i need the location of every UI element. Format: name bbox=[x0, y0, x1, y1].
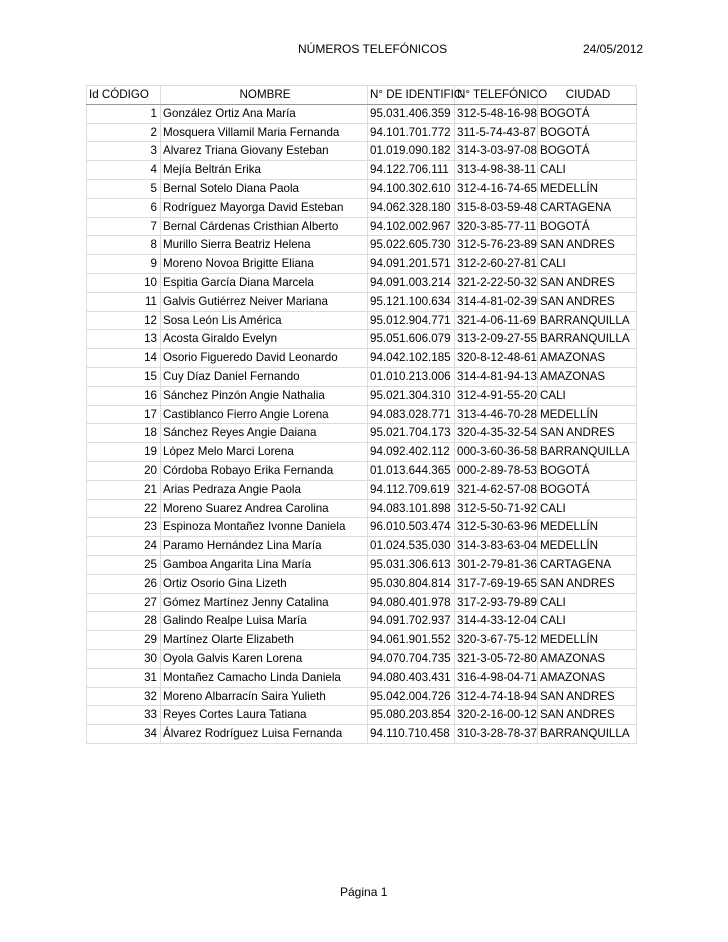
cell-identificacion: 95.030.804.814 bbox=[368, 574, 455, 593]
cell-telefono: 314-4-81-94-13 bbox=[455, 367, 538, 386]
cell-identificacion: 95.022.605.730 bbox=[368, 236, 455, 255]
cell-identificacion: 95.021.704.173 bbox=[368, 424, 455, 443]
cell-nombre: González Ortiz Ana María bbox=[161, 104, 368, 123]
cell-telefono: 000-3-60-36-58 bbox=[455, 443, 538, 462]
cell-id: 7 bbox=[87, 217, 161, 236]
cell-identificacion: 94.102.002.967 bbox=[368, 217, 455, 236]
cell-telefono: 320-2-16-00-12 bbox=[455, 706, 538, 725]
cell-ciudad: MEDELLÍN bbox=[538, 179, 637, 198]
cell-nombre: Ortiz Osorio Gina Lizeth bbox=[161, 574, 368, 593]
table-row bbox=[87, 443, 637, 462]
cell-telefono: 316-4-98-04-71 bbox=[455, 668, 538, 687]
table-row bbox=[87, 349, 637, 368]
cell-nombre: Osorio Figueredo David Leonardo bbox=[161, 349, 368, 368]
phone-table-container bbox=[86, 85, 636, 744]
cell-nombre: Acosta Giraldo Evelyn bbox=[161, 330, 368, 349]
table-row bbox=[87, 142, 637, 161]
phone-numbers-table bbox=[86, 85, 637, 744]
cell-telefono: 313-2-09-27-55 bbox=[455, 330, 538, 349]
table-row bbox=[87, 555, 637, 574]
cell-telefono: 314-4-33-12-04 bbox=[455, 612, 538, 631]
cell-ciudad: BOGOTÁ bbox=[538, 104, 637, 123]
cell-nombre: López Melo Marci Lorena bbox=[161, 443, 368, 462]
column-header-id: Id CÓDIGO bbox=[87, 86, 161, 105]
cell-ciudad: CALI bbox=[538, 593, 637, 612]
cell-telefono: 312-4-91-55-20 bbox=[455, 386, 538, 405]
page-number: Página 1 bbox=[340, 885, 388, 899]
cell-nombre: Galvis Gutiérrez Neiver Mariana bbox=[161, 292, 368, 311]
table-row bbox=[87, 668, 637, 687]
cell-ciudad: BARRANQUILLA bbox=[538, 725, 637, 744]
cell-telefono: 315-8-03-59-48 bbox=[455, 198, 538, 217]
table-row bbox=[87, 217, 637, 236]
cell-identificacion: 94.110.710.458 bbox=[368, 725, 455, 744]
column-header-identificacion: N° DE IDENTIFIC bbox=[368, 86, 455, 105]
table-row bbox=[87, 367, 637, 386]
cell-identificacion: 94.080.401.978 bbox=[368, 593, 455, 612]
cell-ciudad: SAN ANDRES bbox=[538, 236, 637, 255]
cell-telefono: 317-2-93-79-89 bbox=[455, 593, 538, 612]
cell-id: 16 bbox=[87, 386, 161, 405]
cell-ciudad: BOGOTÁ bbox=[538, 480, 637, 499]
table-row bbox=[87, 198, 637, 217]
table-row bbox=[87, 424, 637, 443]
cell-nombre: Moreno Suarez Andrea Carolina bbox=[161, 499, 368, 518]
table-row bbox=[87, 405, 637, 424]
cell-nombre: Mosquera Villamil Maria Fernanda bbox=[161, 123, 368, 142]
cell-identificacion: 94.070.704.735 bbox=[368, 649, 455, 668]
cell-ciudad: CALI bbox=[538, 161, 637, 180]
cell-ciudad: SAN ANDRES bbox=[538, 706, 637, 725]
cell-nombre: Sánchez Pinzón Angie Nathalia bbox=[161, 386, 368, 405]
cell-ciudad: SAN ANDRES bbox=[538, 687, 637, 706]
cell-ciudad: MEDELLÍN bbox=[538, 518, 637, 537]
table-header-row bbox=[87, 86, 637, 105]
table-row bbox=[87, 706, 637, 725]
table-row bbox=[87, 255, 637, 274]
cell-id: 29 bbox=[87, 631, 161, 650]
cell-telefono: 314-4-81-02-39 bbox=[455, 292, 538, 311]
cell-telefono: 320-3-67-75-12 bbox=[455, 631, 538, 650]
table-row bbox=[87, 161, 637, 180]
cell-nombre: Sosa León Lis América bbox=[161, 311, 368, 330]
cell-id: 32 bbox=[87, 687, 161, 706]
cell-telefono: 314-3-03-97-08 bbox=[455, 142, 538, 161]
cell-id: 23 bbox=[87, 518, 161, 537]
cell-id: 21 bbox=[87, 480, 161, 499]
table-row bbox=[87, 311, 637, 330]
table-row bbox=[87, 612, 637, 631]
cell-identificacion: 94.091.201.571 bbox=[368, 255, 455, 274]
cell-nombre: Galindo Realpe Luisa María bbox=[161, 612, 368, 631]
column-header-nombre: NOMBRE bbox=[161, 86, 368, 105]
cell-identificacion: 96.010.503.474 bbox=[368, 518, 455, 537]
cell-id: 15 bbox=[87, 367, 161, 386]
cell-identificacion: 94.122.706.111 bbox=[368, 161, 455, 180]
cell-id: 22 bbox=[87, 499, 161, 518]
cell-identificacion: 95.042.004.726 bbox=[368, 687, 455, 706]
cell-ciudad: CALI bbox=[538, 386, 637, 405]
cell-identificacion: 94.112.709.619 bbox=[368, 480, 455, 499]
cell-identificacion: 94.042.102.185 bbox=[368, 349, 455, 368]
cell-id: 33 bbox=[87, 706, 161, 725]
cell-id: 18 bbox=[87, 424, 161, 443]
cell-telefono: 301-2-79-81-36 bbox=[455, 555, 538, 574]
cell-nombre: Arias Pedraza Angie Paola bbox=[161, 480, 368, 499]
cell-ciudad: CARTAGENA bbox=[538, 198, 637, 217]
cell-id: 19 bbox=[87, 443, 161, 462]
cell-identificacion: 95.121.100.634 bbox=[368, 292, 455, 311]
cell-ciudad: BARRANQUILLA bbox=[538, 330, 637, 349]
cell-id: 5 bbox=[87, 179, 161, 198]
cell-nombre: Gómez Martínez Jenny Catalina bbox=[161, 593, 368, 612]
cell-identificacion: 01.010.213.006 bbox=[368, 367, 455, 386]
cell-id: 4 bbox=[87, 161, 161, 180]
cell-id: 9 bbox=[87, 255, 161, 274]
cell-identificacion: 95.031.406.359 bbox=[368, 104, 455, 123]
cell-nombre: Moreno Novoa Brigitte Eliana bbox=[161, 255, 368, 274]
cell-ciudad: AMAZONAS bbox=[538, 349, 637, 368]
cell-telefono: 321-3-05-72-80 bbox=[455, 649, 538, 668]
cell-id: 30 bbox=[87, 649, 161, 668]
cell-id: 11 bbox=[87, 292, 161, 311]
table-row bbox=[87, 631, 637, 650]
cell-identificacion: 95.051.606.079 bbox=[368, 330, 455, 349]
cell-identificacion: 94.100.302.610 bbox=[368, 179, 455, 198]
cell-identificacion: 94.080.403.431 bbox=[368, 668, 455, 687]
cell-ciudad: AMAZONAS bbox=[538, 649, 637, 668]
cell-id: 2 bbox=[87, 123, 161, 142]
table-row bbox=[87, 480, 637, 499]
table-row bbox=[87, 574, 637, 593]
cell-id: 31 bbox=[87, 668, 161, 687]
cell-nombre: Martínez Olarte Elizabeth bbox=[161, 631, 368, 650]
cell-identificacion: 94.083.101.898 bbox=[368, 499, 455, 518]
cell-id: 34 bbox=[87, 725, 161, 744]
cell-identificacion: 01.013.644.365 bbox=[368, 461, 455, 480]
cell-nombre: Oyola Galvis Karen Lorena bbox=[161, 649, 368, 668]
cell-id: 28 bbox=[87, 612, 161, 631]
cell-id: 14 bbox=[87, 349, 161, 368]
cell-ciudad: AMAZONAS bbox=[538, 668, 637, 687]
cell-identificacion: 94.091.702.937 bbox=[368, 612, 455, 631]
cell-id: 20 bbox=[87, 461, 161, 480]
cell-ciudad: BOGOTÁ bbox=[538, 142, 637, 161]
cell-ciudad: CARTAGENA bbox=[538, 555, 637, 574]
table-row bbox=[87, 123, 637, 142]
cell-identificacion: 94.092.402.112 bbox=[368, 443, 455, 462]
cell-identificacion: 94.062.328.180 bbox=[368, 198, 455, 217]
cell-nombre: Cuy Díaz Daniel Fernando bbox=[161, 367, 368, 386]
table-row bbox=[87, 537, 637, 556]
cell-ciudad: SAN ANDRES bbox=[538, 574, 637, 593]
cell-identificacion: 94.091.003.214 bbox=[368, 273, 455, 292]
cell-id: 3 bbox=[87, 142, 161, 161]
cell-ciudad: MEDELLÍN bbox=[538, 405, 637, 424]
cell-identificacion: 95.031.306.613 bbox=[368, 555, 455, 574]
cell-nombre: Montañez Camacho Linda Daniela bbox=[161, 668, 368, 687]
cell-id: 27 bbox=[87, 593, 161, 612]
cell-identificacion: 94.101.701.772 bbox=[368, 123, 455, 142]
cell-telefono: 312-5-30-63-96 bbox=[455, 518, 538, 537]
cell-identificacion: 95.021.304.310 bbox=[368, 386, 455, 405]
cell-ciudad: SAN ANDRES bbox=[538, 292, 637, 311]
cell-nombre: Álvarez Rodríguez Luisa Fernanda bbox=[161, 725, 368, 744]
cell-ciudad: BOGOTÁ bbox=[538, 123, 637, 142]
cell-id: 24 bbox=[87, 537, 161, 556]
cell-id: 6 bbox=[87, 198, 161, 217]
cell-telefono: 314-3-83-63-04 bbox=[455, 537, 538, 556]
cell-id: 17 bbox=[87, 405, 161, 424]
cell-ciudad: AMAZONAS bbox=[538, 367, 637, 386]
cell-nombre: Bernal Sotelo Diana Paola bbox=[161, 179, 368, 198]
cell-ciudad: BARRANQUILLA bbox=[538, 443, 637, 462]
cell-nombre: Reyes Cortes Laura Tatiana bbox=[161, 706, 368, 725]
cell-nombre: Rodríguez Mayorga David Esteban bbox=[161, 198, 368, 217]
table-row bbox=[87, 593, 637, 612]
table-row bbox=[87, 104, 637, 123]
cell-id: 10 bbox=[87, 273, 161, 292]
cell-id: 1 bbox=[87, 104, 161, 123]
cell-nombre: Bernal Cárdenas Cristhian Alberto bbox=[161, 217, 368, 236]
cell-identificacion: 01.019.090.182 bbox=[368, 142, 455, 161]
cell-nombre: Mejía Beltrán Erika bbox=[161, 161, 368, 180]
cell-telefono: 000-2-89-78-53 bbox=[455, 461, 538, 480]
column-header-ciudad: CIUDAD bbox=[538, 86, 637, 105]
cell-ciudad: BOGOTÁ bbox=[538, 461, 637, 480]
cell-telefono: 313-4-98-38-11 bbox=[455, 161, 538, 180]
cell-nombre: Castiblanco Fierro Angie Lorena bbox=[161, 405, 368, 424]
cell-telefono: 312-4-74-18-94 bbox=[455, 687, 538, 706]
cell-identificacion: 94.061.901.552 bbox=[368, 631, 455, 650]
table-row bbox=[87, 236, 637, 255]
cell-ciudad: CALI bbox=[538, 255, 637, 274]
table-row bbox=[87, 273, 637, 292]
cell-nombre: Paramo Hernández Lina María bbox=[161, 537, 368, 556]
cell-nombre: Moreno Albarracín Saira Yulieth bbox=[161, 687, 368, 706]
cell-telefono: 317-7-69-19-65 bbox=[455, 574, 538, 593]
table-row bbox=[87, 649, 637, 668]
cell-ciudad: SAN ANDRES bbox=[538, 273, 637, 292]
table-row bbox=[87, 330, 637, 349]
cell-nombre: Gamboa Angarita Lina María bbox=[161, 555, 368, 574]
column-header-telefono: N° TELEFÓNICO bbox=[455, 86, 538, 105]
table-row bbox=[87, 292, 637, 311]
table-row bbox=[87, 386, 637, 405]
cell-telefono: 320-3-85-77-11 bbox=[455, 217, 538, 236]
table-row bbox=[87, 461, 637, 480]
cell-id: 12 bbox=[87, 311, 161, 330]
cell-id: 26 bbox=[87, 574, 161, 593]
cell-telefono: 313-4-46-70-28 bbox=[455, 405, 538, 424]
cell-nombre: Sánchez Reyes Angie Daiana bbox=[161, 424, 368, 443]
cell-nombre: Córdoba Robayo Erika Fernanda bbox=[161, 461, 368, 480]
cell-nombre: Alvarez Triana Giovany Esteban bbox=[161, 142, 368, 161]
cell-identificacion: 94.083.028.771 bbox=[368, 405, 455, 424]
table-row bbox=[87, 179, 637, 198]
cell-telefono: 312-5-48-16-98 bbox=[455, 104, 538, 123]
cell-ciudad: SAN ANDRES bbox=[538, 424, 637, 443]
cell-nombre: Espitia García Diana Marcela bbox=[161, 273, 368, 292]
cell-identificacion: 95.012.904.771 bbox=[368, 311, 455, 330]
cell-id: 13 bbox=[87, 330, 161, 349]
cell-telefono: 312-5-76-23-89 bbox=[455, 236, 538, 255]
document-date: 24/05/2012 bbox=[583, 42, 644, 56]
cell-telefono: 311-5-74-43-87 bbox=[455, 123, 538, 142]
cell-telefono: 320-4-35-32-54 bbox=[455, 424, 538, 443]
cell-nombre: Murillo Sierra Beatriz Helena bbox=[161, 236, 368, 255]
cell-telefono: 312-4-16-74-65 bbox=[455, 179, 538, 198]
document-title: NÚMEROS TELEFÓNICOS bbox=[298, 42, 448, 56]
cell-ciudad: MEDELLÍN bbox=[538, 631, 637, 650]
cell-ciudad: CALI bbox=[538, 499, 637, 518]
cell-telefono: 321-4-06-11-69 bbox=[455, 311, 538, 330]
cell-id: 25 bbox=[87, 555, 161, 574]
cell-telefono: 321-4-62-57-08 bbox=[455, 480, 538, 499]
cell-identificacion: 95.080.203.854 bbox=[368, 706, 455, 725]
cell-id: 8 bbox=[87, 236, 161, 255]
cell-telefono: 312-2-60-27-81 bbox=[455, 255, 538, 274]
cell-telefono: 310-3-28-78-37 bbox=[455, 725, 538, 744]
cell-nombre: Espinoza Montañez Ivonne Daniela bbox=[161, 518, 368, 537]
cell-telefono: 321-2-22-50-32 bbox=[455, 273, 538, 292]
cell-ciudad: BOGOTÁ bbox=[538, 217, 637, 236]
cell-ciudad: MEDELLÍN bbox=[538, 537, 637, 556]
cell-telefono: 320-8-12-48-61 bbox=[455, 349, 538, 368]
table-body bbox=[87, 104, 637, 743]
table-row bbox=[87, 518, 637, 537]
cell-telefono: 312-5-50-71-92 bbox=[455, 499, 538, 518]
cell-identificacion: 01.024.535.030 bbox=[368, 537, 455, 556]
table-row bbox=[87, 687, 637, 706]
cell-ciudad: BARRANQUILLA bbox=[538, 311, 637, 330]
table-row bbox=[87, 499, 637, 518]
cell-ciudad: CALI bbox=[538, 612, 637, 631]
table-row bbox=[87, 725, 637, 744]
